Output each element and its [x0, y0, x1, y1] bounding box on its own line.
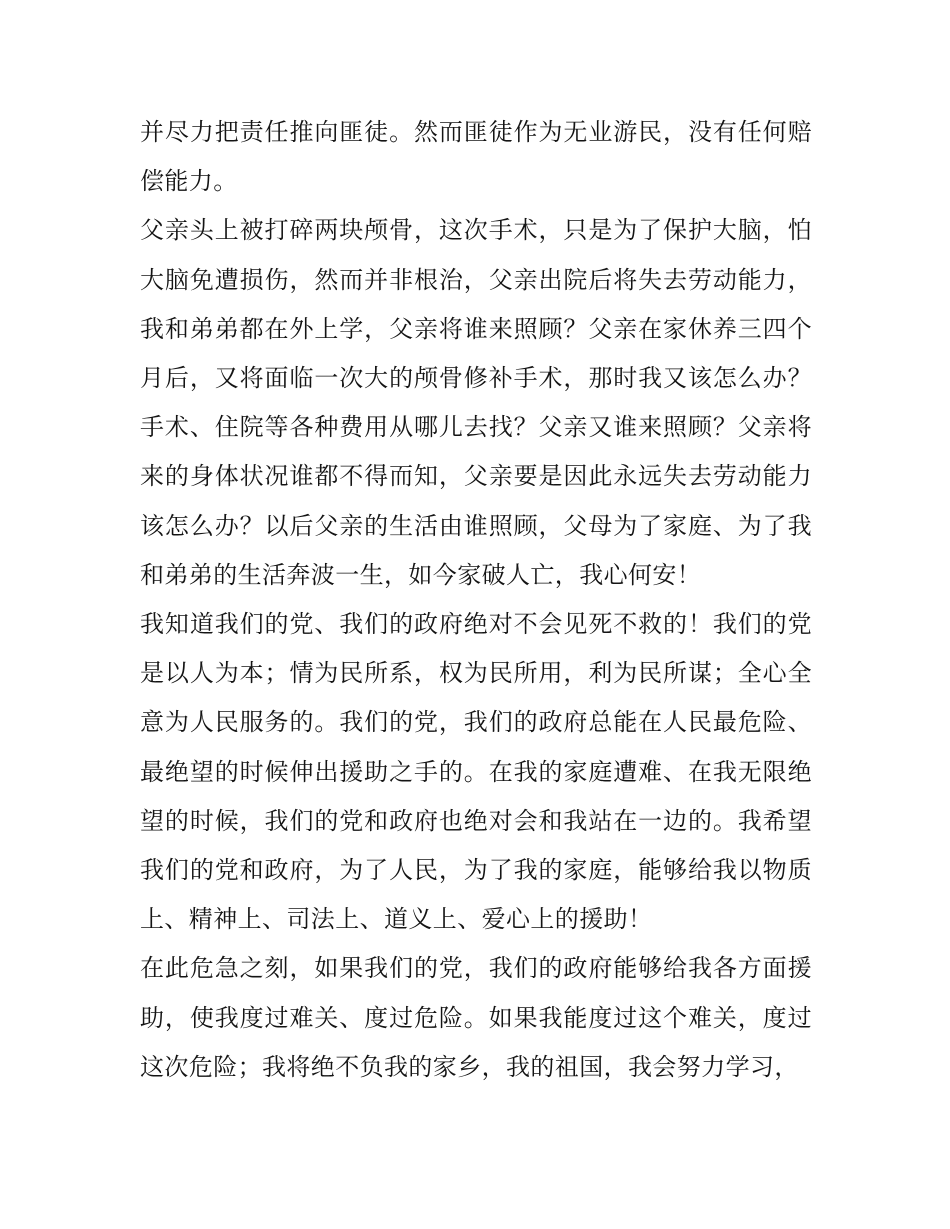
paragraph-3: 我知道我们的党、我们的政府绝对不会见死不救的！我们的党是以人为本；情为民所系，权为民所用，利为民所谋；全心全意为人民服务的。我们的党，我们的政府总能在人民最危险、最绝望的时候伸出援助之手的。在我的家庭遭难、在我无限绝望的时候，我们的党和政府也绝对会和我站在一边的。我希望我们的党和政府，为了人民，为了我的家庭，能够给我以物质上、精神上、司法上、道义上、爱心上的援助！ — [140, 610, 812, 934]
document-body — [140, 108, 812, 1092]
paragraph-4: 在此危急之刻，如果我们的党，我们的政府能够给我各方面援助，使我度过难关、度过危险。如果我能度过这个难关，度过这次危险；我将绝不负我的家乡，我的祖国，我会努力学习， — [140, 954, 812, 1081]
paragraph-2: 父亲头上被打碎两块颅骨，这次手术，只是为了保护大脑，怕大脑免遭损伤，然而并非根治，父亲出院后将失去劳动能力，我和弟弟都在外上学，父亲将谁来照顾？父亲在家休养三四个月后，又将面临一次大的颅骨修补手术，那时我又该怎么办？手术、住院等各种费用从哪儿去找？父亲又谁来照顾？父亲将来的身体状况谁都不得而知，父亲要是因此永远失去劳动能力该怎么办？以后父亲的生活由谁照顾，父母为了家庭、为了我和弟弟的生活奔波一生，如今家破人亡，我心何安！ — [140, 216, 812, 589]
paragraph-1: 并尽力把责任推向匪徒。然而匪徒作为无业游民，没有任何赔偿能力。 — [140, 118, 812, 196]
